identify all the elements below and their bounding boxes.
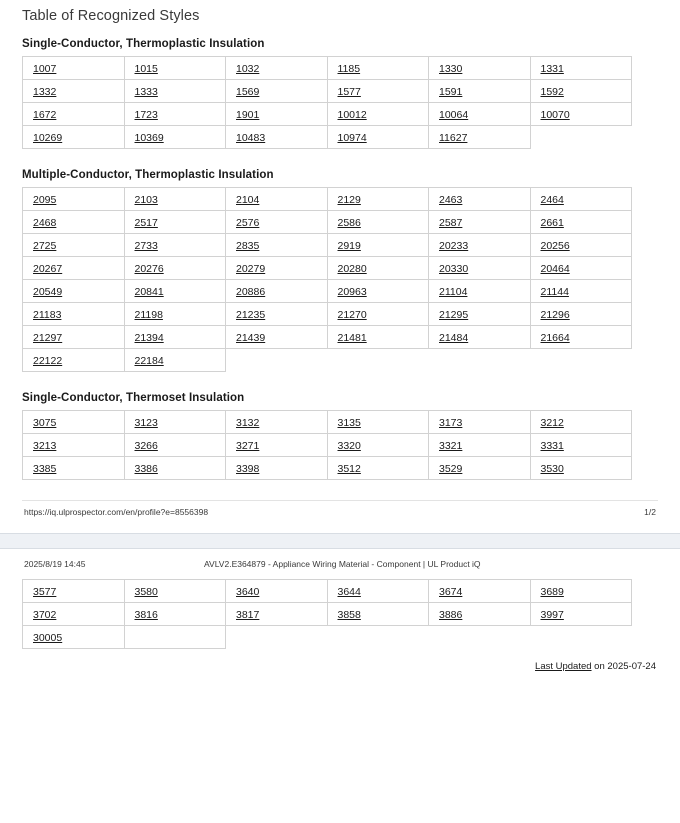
style-link[interactable]: 10269 bbox=[33, 132, 63, 144]
table-cell bbox=[327, 303, 429, 326]
document-page-1 bbox=[0, 8, 680, 517]
table-cell bbox=[226, 211, 328, 234]
style-link[interactable]: 1185 bbox=[337, 63, 361, 75]
table-cell-empty bbox=[327, 626, 429, 649]
table-cell bbox=[429, 326, 531, 349]
table-cell bbox=[327, 457, 429, 480]
style-link[interactable]: 2576 bbox=[236, 217, 260, 229]
table-cell bbox=[530, 303, 632, 326]
style-link[interactable]: 21394 bbox=[134, 332, 164, 344]
style-link[interactable]: 20963 bbox=[337, 286, 367, 298]
table-cell bbox=[226, 80, 328, 103]
table-cell bbox=[429, 411, 531, 434]
table-cell bbox=[327, 257, 429, 280]
table-cell bbox=[327, 103, 429, 126]
table-cell bbox=[23, 126, 125, 149]
table-cell bbox=[124, 80, 226, 103]
table-cell bbox=[226, 103, 328, 126]
section-heading: Single-Conductor, Thermoset Insulation bbox=[22, 392, 245, 404]
style-link[interactable]: 3212 bbox=[540, 417, 564, 429]
style-link[interactable]: 3266 bbox=[134, 440, 158, 452]
style-link[interactable]: 22184 bbox=[134, 355, 164, 367]
table-row bbox=[23, 349, 632, 372]
style-link[interactable]: 2919 bbox=[337, 240, 361, 252]
style-link[interactable]: 20549 bbox=[33, 286, 63, 298]
table-cell bbox=[429, 603, 531, 626]
table-cell bbox=[226, 280, 328, 303]
table-cell bbox=[124, 434, 226, 457]
table-cell bbox=[530, 234, 632, 257]
table-cell bbox=[124, 257, 226, 280]
style-link[interactable]: 3385 bbox=[33, 463, 57, 475]
table-cell bbox=[124, 626, 226, 649]
table-cell bbox=[124, 580, 226, 603]
table-cell bbox=[530, 580, 632, 603]
table-row bbox=[23, 280, 632, 303]
table-row bbox=[23, 80, 632, 103]
table-row bbox=[23, 303, 632, 326]
style-link[interactable]: 21183 bbox=[33, 309, 62, 321]
style-link[interactable]: 1330 bbox=[439, 63, 463, 75]
style-link[interactable]: 1569 bbox=[236, 86, 260, 98]
table-cell bbox=[429, 80, 531, 103]
table-cell bbox=[530, 103, 632, 126]
style-link[interactable]: 3580 bbox=[134, 586, 158, 598]
table-row bbox=[23, 211, 632, 234]
style-link[interactable]: 20256 bbox=[540, 240, 570, 252]
style-link[interactable]: 1577 bbox=[337, 86, 361, 98]
table-cell-empty bbox=[530, 349, 632, 372]
style-link[interactable]: 21484 bbox=[439, 332, 469, 344]
style-link[interactable]: 1331 bbox=[540, 63, 564, 75]
style-link[interactable]: 3135 bbox=[337, 417, 361, 429]
table-cell bbox=[327, 434, 429, 457]
table-cell bbox=[429, 280, 531, 303]
table-cell bbox=[429, 434, 531, 457]
table-cell bbox=[429, 57, 531, 80]
style-link[interactable]: 3320 bbox=[337, 440, 361, 452]
style-link[interactable]: 21144 bbox=[540, 286, 569, 298]
last-updated-link[interactable]: Last Updated bbox=[535, 661, 592, 672]
style-link[interactable]: 10064 bbox=[439, 109, 469, 121]
section-single-conductor-thermoset bbox=[22, 392, 658, 480]
style-link[interactable]: 20233 bbox=[439, 240, 469, 252]
table-row bbox=[23, 603, 632, 626]
header-timestamp: 2025/8/19 14:45 bbox=[24, 559, 86, 569]
style-link[interactable]: 3398 bbox=[236, 463, 260, 475]
table-row bbox=[23, 257, 632, 280]
style-link[interactable]: 2468 bbox=[33, 217, 57, 229]
table-cell bbox=[23, 103, 125, 126]
style-link[interactable]: 21198 bbox=[134, 309, 163, 321]
table-cell bbox=[327, 126, 429, 149]
page-break-separator bbox=[0, 533, 680, 549]
style-link[interactable]: 21297 bbox=[33, 332, 63, 344]
table-cell bbox=[530, 57, 632, 80]
style-link[interactable]: 1592 bbox=[540, 86, 564, 98]
table-cell bbox=[429, 211, 531, 234]
table-cell bbox=[23, 234, 125, 257]
table-cell bbox=[23, 626, 125, 649]
table-cell bbox=[226, 257, 328, 280]
table-cell bbox=[226, 457, 328, 480]
style-link[interactable]: 11627 bbox=[439, 132, 468, 144]
table-cell bbox=[226, 57, 328, 80]
table-cell bbox=[23, 411, 125, 434]
style-link[interactable]: 3173 bbox=[439, 417, 463, 429]
table-cell bbox=[327, 57, 429, 80]
table-cell-empty bbox=[530, 626, 632, 649]
table-cell bbox=[327, 80, 429, 103]
table-cell bbox=[327, 580, 429, 603]
style-link[interactable]: 1332 bbox=[33, 86, 57, 98]
style-link[interactable]: 3689 bbox=[540, 586, 564, 598]
table-cell bbox=[429, 126, 531, 149]
table-cell bbox=[530, 457, 632, 480]
table-row bbox=[23, 188, 632, 211]
style-link[interactable]: 21481 bbox=[337, 332, 367, 344]
table-cell-empty bbox=[226, 626, 328, 649]
table-cell bbox=[226, 234, 328, 257]
style-link[interactable]: 2464 bbox=[540, 194, 564, 206]
table-cell bbox=[429, 457, 531, 480]
table-cell bbox=[530, 434, 632, 457]
page-title: Table of Recognized Styles bbox=[22, 8, 200, 24]
table-cell bbox=[124, 349, 226, 372]
table-row bbox=[23, 434, 632, 457]
section-multiple-conductor-thermoplastic bbox=[22, 169, 658, 372]
style-link[interactable]: 21295 bbox=[439, 309, 469, 321]
footer-url: https://iq.ulprospector.com/en/profile?e=8556398 bbox=[24, 507, 209, 517]
section-heading: Single-Conductor, Thermoplastic Insulation bbox=[22, 38, 265, 50]
table-cell bbox=[226, 603, 328, 626]
style-link[interactable]: 21664 bbox=[540, 332, 570, 344]
table-row bbox=[23, 457, 632, 480]
table-cell-empty bbox=[226, 349, 328, 372]
last-updated-date: on 2025-07-24 bbox=[591, 661, 656, 672]
style-link[interactable]: 1672 bbox=[33, 109, 57, 121]
style-link[interactable]: 21270 bbox=[337, 309, 367, 321]
style-link[interactable]: 3386 bbox=[134, 463, 158, 475]
table-cell bbox=[429, 234, 531, 257]
styles-table bbox=[22, 579, 632, 649]
table-cell bbox=[23, 349, 125, 372]
style-link[interactable]: 20841 bbox=[134, 286, 164, 298]
style-link[interactable]: 3530 bbox=[540, 463, 564, 475]
table-cell bbox=[124, 234, 226, 257]
table-cell bbox=[124, 126, 226, 149]
table-cell bbox=[124, 211, 226, 234]
table-cell bbox=[429, 188, 531, 211]
table-cell bbox=[327, 411, 429, 434]
last-updated-line bbox=[22, 649, 658, 672]
style-link[interactable]: 10483 bbox=[236, 132, 266, 144]
table-cell bbox=[23, 457, 125, 480]
page-footer bbox=[22, 501, 658, 517]
table-cell-empty bbox=[530, 126, 632, 149]
table-cell bbox=[124, 103, 226, 126]
style-link[interactable]: 3644 bbox=[337, 586, 361, 598]
style-link[interactable]: 3075 bbox=[33, 417, 57, 429]
table-cell bbox=[327, 326, 429, 349]
table-row bbox=[23, 580, 632, 603]
page-header bbox=[22, 549, 658, 579]
table-cell bbox=[327, 280, 429, 303]
style-link[interactable]: 10369 bbox=[134, 132, 164, 144]
table-cell bbox=[327, 234, 429, 257]
table-cell bbox=[23, 280, 125, 303]
table-cell bbox=[23, 603, 125, 626]
table-cell bbox=[23, 326, 125, 349]
style-link[interactable]: 22122 bbox=[33, 355, 63, 367]
style-link[interactable]: 10012 bbox=[337, 109, 367, 121]
table-cell bbox=[530, 280, 632, 303]
style-link[interactable]: 21296 bbox=[540, 309, 570, 321]
table-cell bbox=[226, 126, 328, 149]
style-link[interactable]: 20267 bbox=[33, 263, 63, 275]
table-cell bbox=[124, 411, 226, 434]
document-page-2 bbox=[0, 549, 680, 672]
table-cell bbox=[23, 257, 125, 280]
style-link[interactable]: 1901 bbox=[236, 109, 260, 121]
style-link[interactable]: 3674 bbox=[439, 586, 463, 598]
table-cell bbox=[327, 603, 429, 626]
style-link[interactable]: 3331 bbox=[540, 440, 564, 452]
section-single-conductor-thermoplastic bbox=[22, 38, 658, 149]
style-link[interactable]: 30005 bbox=[33, 632, 63, 644]
table-cell bbox=[530, 257, 632, 280]
table-row bbox=[23, 411, 632, 434]
table-cell-empty bbox=[429, 349, 531, 372]
style-link[interactable]: 21104 bbox=[439, 286, 468, 298]
style-link[interactable]: 2835 bbox=[236, 240, 260, 252]
style-link[interactable]: 10070 bbox=[540, 109, 570, 121]
style-link[interactable]: 1015 bbox=[134, 63, 158, 75]
table-cell-empty bbox=[429, 626, 531, 649]
style-link[interactable]: 21235 bbox=[236, 309, 266, 321]
table-cell bbox=[327, 211, 429, 234]
style-link[interactable]: 2661 bbox=[540, 217, 564, 229]
table-row bbox=[23, 234, 632, 257]
table-cell bbox=[226, 411, 328, 434]
style-link[interactable]: 20330 bbox=[439, 263, 469, 275]
table-cell bbox=[23, 303, 125, 326]
table-cell bbox=[23, 211, 125, 234]
table-row bbox=[23, 126, 632, 149]
style-link[interactable]: 20886 bbox=[236, 286, 266, 298]
style-link[interactable]: 3816 bbox=[134, 609, 158, 621]
style-link[interactable]: 3529 bbox=[439, 463, 463, 475]
table-cell bbox=[429, 580, 531, 603]
style-link[interactable]: 3321 bbox=[439, 440, 463, 452]
style-link[interactable]: 3271 bbox=[236, 440, 260, 452]
table-cell bbox=[124, 603, 226, 626]
style-link[interactable]: 3132 bbox=[236, 417, 260, 429]
header-title: AVLV2.E364879 - Appliance Wiring Material - Component | UL Product iQ bbox=[204, 559, 481, 569]
table-cell bbox=[23, 80, 125, 103]
style-link[interactable]: 1591 bbox=[439, 86, 463, 98]
table-cell bbox=[530, 211, 632, 234]
style-link[interactable]: 1032 bbox=[236, 63, 260, 75]
table-cell bbox=[530, 411, 632, 434]
table-row bbox=[23, 57, 632, 80]
style-link[interactable]: 2725 bbox=[33, 240, 57, 252]
style-link[interactable]: 20280 bbox=[337, 263, 367, 275]
table-cell bbox=[124, 457, 226, 480]
style-link[interactable]: 10974 bbox=[337, 132, 367, 144]
table-cell bbox=[530, 188, 632, 211]
style-link[interactable]: 3640 bbox=[236, 586, 260, 598]
section-heading: Multiple-Conductor, Thermoplastic Insulation bbox=[22, 169, 274, 181]
style-link[interactable]: 1333 bbox=[134, 86, 158, 98]
table-row bbox=[23, 103, 632, 126]
table-cell bbox=[226, 303, 328, 326]
table-cell bbox=[124, 326, 226, 349]
table-cell bbox=[226, 434, 328, 457]
style-link[interactable]: 2586 bbox=[337, 217, 361, 229]
table-cell bbox=[124, 57, 226, 80]
table-cell bbox=[226, 188, 328, 211]
table-cell bbox=[429, 303, 531, 326]
style-link[interactable]: 3702 bbox=[33, 609, 57, 621]
table-cell bbox=[530, 326, 632, 349]
style-link[interactable]: 2517 bbox=[134, 217, 158, 229]
table-cell bbox=[429, 257, 531, 280]
style-link[interactable]: 2733 bbox=[134, 240, 158, 252]
table-cell bbox=[23, 434, 125, 457]
table-cell bbox=[530, 603, 632, 626]
style-link[interactable]: 3858 bbox=[337, 609, 361, 621]
style-link[interactable]: 3886 bbox=[439, 609, 463, 621]
style-link[interactable]: 1723 bbox=[134, 109, 158, 121]
style-link[interactable]: 3123 bbox=[134, 417, 158, 429]
table-cell bbox=[327, 188, 429, 211]
table-cell bbox=[124, 303, 226, 326]
styles-table bbox=[22, 56, 632, 149]
style-link[interactable]: 2103 bbox=[134, 194, 158, 206]
table-cell bbox=[226, 580, 328, 603]
style-link[interactable]: 1007 bbox=[33, 63, 57, 75]
table-cell bbox=[23, 580, 125, 603]
style-link[interactable]: 3577 bbox=[33, 586, 57, 598]
table-cell bbox=[530, 80, 632, 103]
style-link[interactable]: 3817 bbox=[236, 609, 260, 621]
style-link[interactable]: 20464 bbox=[540, 263, 570, 275]
footer-page-number: 1/2 bbox=[644, 507, 656, 517]
table-cell bbox=[23, 188, 125, 211]
table-cell bbox=[23, 57, 125, 80]
style-link[interactable]: 2129 bbox=[337, 194, 361, 206]
table-row bbox=[23, 626, 632, 649]
table-cell bbox=[124, 280, 226, 303]
style-link[interactable]: 3512 bbox=[337, 463, 361, 475]
style-link[interactable]: 2587 bbox=[439, 217, 463, 229]
style-link[interactable]: 3213 bbox=[33, 440, 57, 452]
style-link[interactable]: 20276 bbox=[134, 263, 164, 275]
style-link[interactable]: 20279 bbox=[236, 263, 266, 275]
style-link[interactable]: 21439 bbox=[236, 332, 266, 344]
style-link[interactable]: 2095 bbox=[33, 194, 57, 206]
table-row bbox=[23, 326, 632, 349]
styles-table bbox=[22, 187, 632, 372]
table-cell bbox=[226, 326, 328, 349]
table-cell bbox=[124, 188, 226, 211]
table-cell bbox=[429, 103, 531, 126]
style-link[interactable]: 2463 bbox=[439, 194, 463, 206]
style-link[interactable]: 2104 bbox=[236, 194, 260, 206]
table-cell-empty bbox=[327, 349, 429, 372]
style-link[interactable]: 3997 bbox=[540, 609, 564, 621]
styles-table bbox=[22, 410, 632, 480]
